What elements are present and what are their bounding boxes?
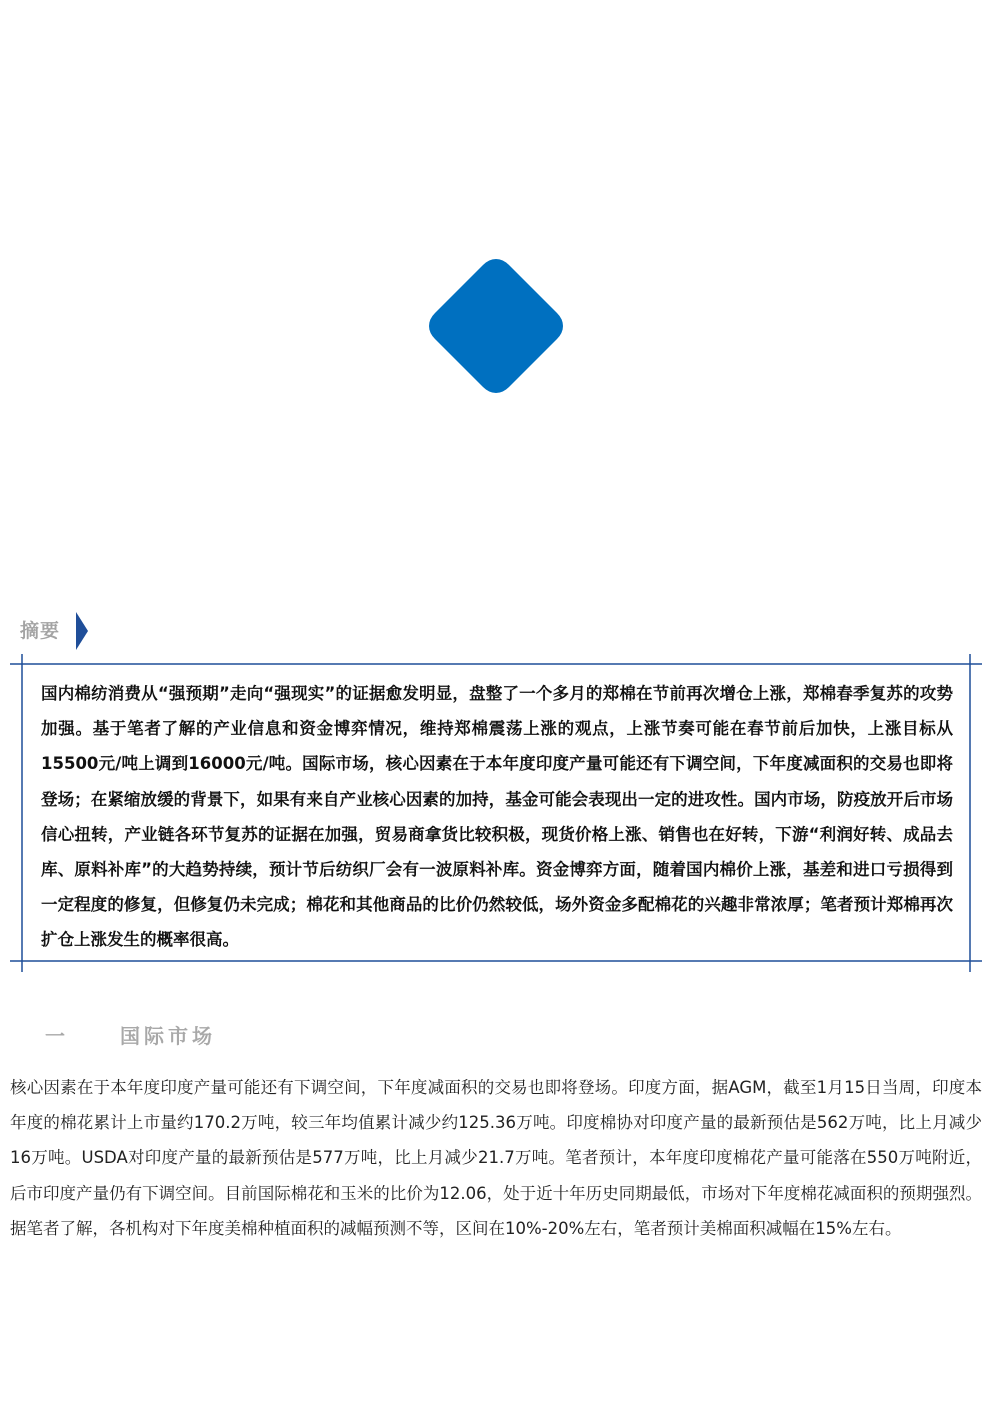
abstract-heading: 摘要 [20,620,61,642]
diamond-logo-icon [425,255,567,397]
chevron-right-icon [76,612,88,650]
section-number: 一 [45,1024,65,1048]
abstract-body: 国内棉纺消费从“强预期”走向“强现实”的证据愈发明显，盘整了一个多月的郑棉在节前再次增仓上涨，郑棉春季复苏的攻势加强。基于笔者了解的产业信息和资金博弈情况，维持郑棉震荡上涨的观点，上涨节奏可能在春节前后加快，上涨目标从15500元/吨上调到16000元/吨。国际市场，核心因素在于本年度印度产量可能还有下调空间，下年度减面积的交易也即将登场；在紧缩放缓的背景下，如果有来自产业核心因素的加持，基金可能会表现出一定的进攻性。国内市场，防疫放开后市场信心扭转，产业链各环节复苏的证据在加强，贸易商拿货比较积极，现货价格上涨、销售也在好转，下游“利润好转、成品去库、原料补库”的大趋势持续，预计节后纺织厂会有一波原料补库。资金博弈方面，随着国内棉价上涨，基差和进口亏损得到一定程度的修复，但修复仍未完成；棉花和其他商品的比价仍然较低，场外资金多配棉花的兴趣非常浓厚；笔者预计郑棉再次扩仓上涨发生的概率很高。 [41,684,953,950]
brand-logo [425,255,567,397]
section-body: 核心因素在于本年度印度产量可能还有下调空间，下年度减面积的交易也即将登场。印度方面，据AGM，截至1月15日当周，印度本年度的棉花累计上市量约170.2万吨，较三年均值累计减少约125.36万吨。印度棉协对印度产量的最新预估是562万吨，比上月减少16万吨。USDA对印度产量的最新预估是577万吨，比上月减少21.7万吨。笔者预计，本年度印度棉花产量可能落在550万吨附近，后市印度产量仍有下调空间。目前国际棉花和玉米的比价为12.06，处于近十年历史同期最低，市场对下年度棉花减面积的预期强烈。据笔者了解，各机构对下年度美棉种植面积的减幅预测不等，区间在10%-20%左右，笔者预计美棉面积减幅在15%左右。 [10,1078,982,1238]
section-title: 国际市场 [120,1024,216,1048]
